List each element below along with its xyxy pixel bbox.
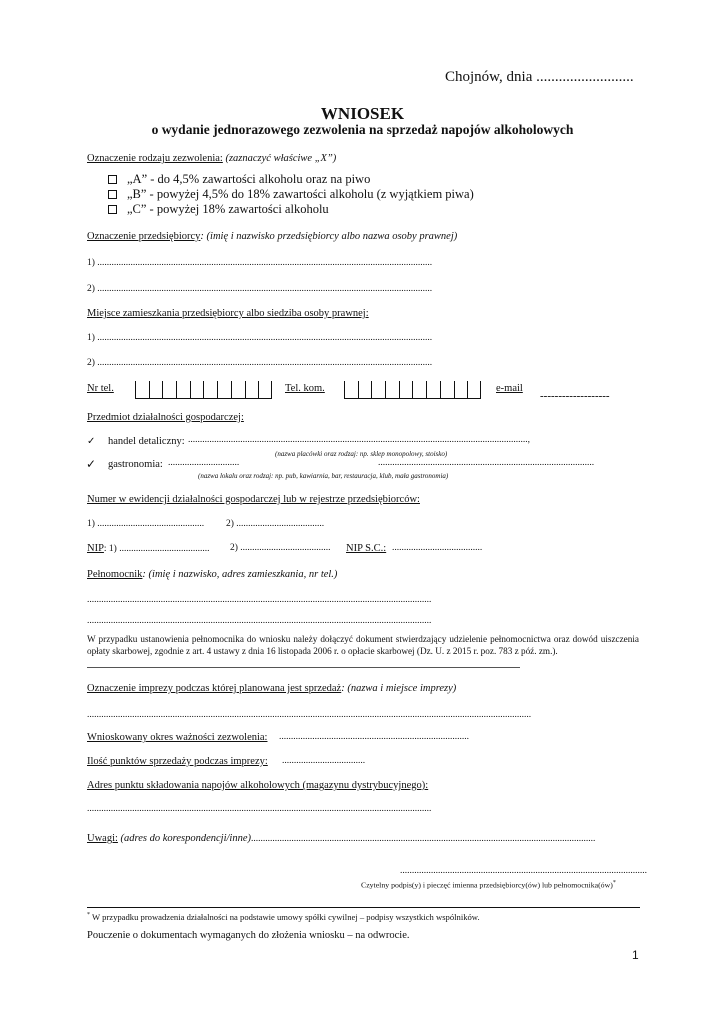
proxy-note: W przypadku ustanowienia pełnomocnika do wniosku należy dołączyć dokument stwierdzający udzielenie pełnomocnictwa oraz dowód uiszczenia opłaty skarbowej, zgodnie z art. 4 ustawy z dnia 16 listopada 2006 r. o opłacie skarbowej (Dz. U. z 2015 r. poz. 783 z póź. zm.). bbox=[87, 634, 639, 656]
gastro-check-icon: ✓ bbox=[86, 457, 97, 471]
residence-label: Miejsce zamieszkania przedsiębiorcy albo siedziba osoby prawnej: bbox=[87, 308, 369, 319]
footer-divider bbox=[87, 907, 640, 908]
activity-label: Przedmiot działalności gospodarczej: bbox=[87, 412, 244, 423]
nip-sc-field[interactable]: ...................................... bbox=[392, 543, 483, 553]
retail-field[interactable]: ..............................................................................................................................................., bbox=[188, 435, 530, 445]
event-label: Oznaczenie imprezy podczas której planowana jest sprzedaż bbox=[87, 683, 342, 694]
residence-line-1[interactable]: 1) ............................................................................................................................................. bbox=[87, 333, 433, 343]
checkbox-a[interactable] bbox=[108, 175, 117, 184]
remarks-section bbox=[87, 833, 595, 844]
entrepreneur-section bbox=[87, 231, 457, 242]
event-hint: : (nazwa i miejsce imprezy) bbox=[341, 683, 457, 694]
points-label: Ilość punktów sprzedaży podczas imprezy: bbox=[87, 756, 268, 767]
registry-line-2[interactable]: 2) ..................................... bbox=[226, 519, 325, 529]
mobile-boxes[interactable] bbox=[344, 381, 481, 399]
nip-sc-label: NIP S.C.: bbox=[346, 543, 387, 554]
footnote-text: W przypadku prowadzenia działalności na podstawie umowy spółki cywilnej – podpisy wszystkich wspólników. bbox=[90, 912, 480, 922]
documents-notice: Pouczenie o dokumentach wymaganych do złożenia wniosku – na odwrocie. bbox=[87, 930, 410, 941]
permit-option-c-label: „C” - powyżej 18% zawartości alkoholu bbox=[127, 202, 329, 216]
nip-row bbox=[87, 543, 209, 554]
page-number: 1 bbox=[632, 948, 639, 962]
footnote-mark: * bbox=[87, 912, 90, 919]
warehouse-field[interactable]: ................................................................................................................................................. bbox=[87, 804, 432, 814]
signature-mark: * bbox=[612, 880, 616, 886]
permit-option-b-label: „B” - powyżej 4,5% do 18% zawartości alkoholu (z wyjątkiem piwa) bbox=[127, 187, 474, 201]
nip-label: NIP bbox=[87, 543, 104, 554]
permit-option-a[interactable] bbox=[108, 172, 370, 187]
place-date: Chojnów, dnia .......................... bbox=[445, 69, 634, 85]
permit-type-hint: (zaznaczyć właściwe „X”) bbox=[225, 153, 337, 164]
remarks-label: Uwagi: bbox=[87, 833, 118, 844]
nip-field-1[interactable]: : 1) ...................................... bbox=[103, 544, 210, 554]
permit-type-label: Oznaczenie rodzaju zezwolenia: bbox=[87, 153, 223, 164]
validity-label: Wnioskowany okres ważności zezwolenia: bbox=[87, 732, 268, 743]
nip-field-2[interactable]: 2) ...................................... bbox=[230, 543, 331, 553]
email-field[interactable]: ------------------- bbox=[540, 390, 610, 402]
proxy-divider bbox=[87, 667, 520, 668]
entrepreneur-line-1[interactable]: 1) ............................................................................................................................................. bbox=[87, 258, 433, 268]
footnote bbox=[87, 912, 480, 922]
document-title: WNIOSEK bbox=[320, 104, 405, 123]
retail-check-icon: ✓ bbox=[87, 436, 96, 447]
checkbox-b[interactable] bbox=[108, 190, 117, 199]
registry-line-1[interactable]: 1) ............................................. bbox=[87, 519, 205, 529]
points-field[interactable]: ................................... bbox=[282, 756, 366, 766]
proxy-hint: : (imię i nazwisko, adres zamieszkania, nr tel.) bbox=[142, 569, 338, 580]
retail-hint: (nazwa placówki oraz rodzaj: np. sklep monopolowy, stoisko) bbox=[275, 450, 448, 458]
mobile-label: Tel. kom. bbox=[285, 383, 325, 394]
proxy-line-2[interactable]: ................................................................................................................................................. bbox=[87, 616, 432, 626]
gastro-hint: (nazwa lokalu oraz rodzaj: np. pub, kawiarnia, bar, restauracja, klub, mała gastronomia) bbox=[198, 472, 449, 480]
gastro-field-2[interactable]: ........................................................................................... bbox=[378, 458, 595, 468]
permit-option-c[interactable] bbox=[108, 202, 329, 217]
document-subtitle: o wydanie jednorazowego zezwolenia na sprzedaż napojów alkoholowych bbox=[151, 122, 574, 137]
warehouse-label: Adres punktu składowania napojów alkoholowych (magazynu dystrybucyjnego): bbox=[87, 780, 429, 791]
proxy-label: Pełnomocnik bbox=[87, 569, 143, 580]
proxy-section bbox=[87, 569, 337, 580]
tel-label: Nr tel. bbox=[87, 383, 114, 394]
remarks-hint: (adres do korespondencji/inne) bbox=[117, 833, 251, 844]
permit-option-a-label: „A” - do 4,5% zawartości alkoholu oraz na piwo bbox=[127, 172, 371, 186]
gastro-field-1[interactable]: .............................. bbox=[168, 458, 240, 468]
checkbox-c[interactable] bbox=[108, 205, 117, 214]
retail-label: handel detaliczny: bbox=[108, 436, 185, 447]
email-label: e-mail bbox=[496, 383, 523, 394]
validity-field[interactable]: ................................................................................ bbox=[279, 732, 469, 742]
permit-type-section bbox=[87, 153, 336, 164]
entrepreneur-label: Oznaczenie przedsiębiorcy bbox=[87, 231, 201, 242]
entrepreneur-hint: : (imię i nazwisko przedsiębiorcy albo nazwa osoby prawnej) bbox=[200, 231, 458, 242]
event-section bbox=[87, 683, 456, 694]
proxy-line-1[interactable]: ................................................................................................................................................. bbox=[87, 595, 432, 605]
signature-caption: Czytelny podpis(y) i pieczęć imienna przedsiębiorcy(ów) lub pełnomocnika(ów) bbox=[361, 880, 613, 890]
remarks-field[interactable]: ................................................................................................................................................. bbox=[251, 834, 596, 844]
residence-line-2[interactable]: 2) ............................................................................................................................................. bbox=[87, 358, 433, 368]
registry-label: Numer w ewidencji działalności gospodarczej lub w rejestrze przedsiębiorców: bbox=[87, 494, 420, 505]
signature-line[interactable]: ........................................................................................................ bbox=[400, 866, 647, 876]
signature-caption-block bbox=[361, 880, 616, 890]
permit-option-b[interactable] bbox=[108, 187, 474, 202]
tel-boxes[interactable] bbox=[135, 381, 272, 399]
entrepreneur-line-2[interactable]: 2) ............................................................................................................................................. bbox=[87, 284, 433, 294]
event-field[interactable]: ........................................................................................................................................................................................... bbox=[87, 710, 532, 720]
gastro-label: gastronomia: bbox=[108, 459, 163, 470]
